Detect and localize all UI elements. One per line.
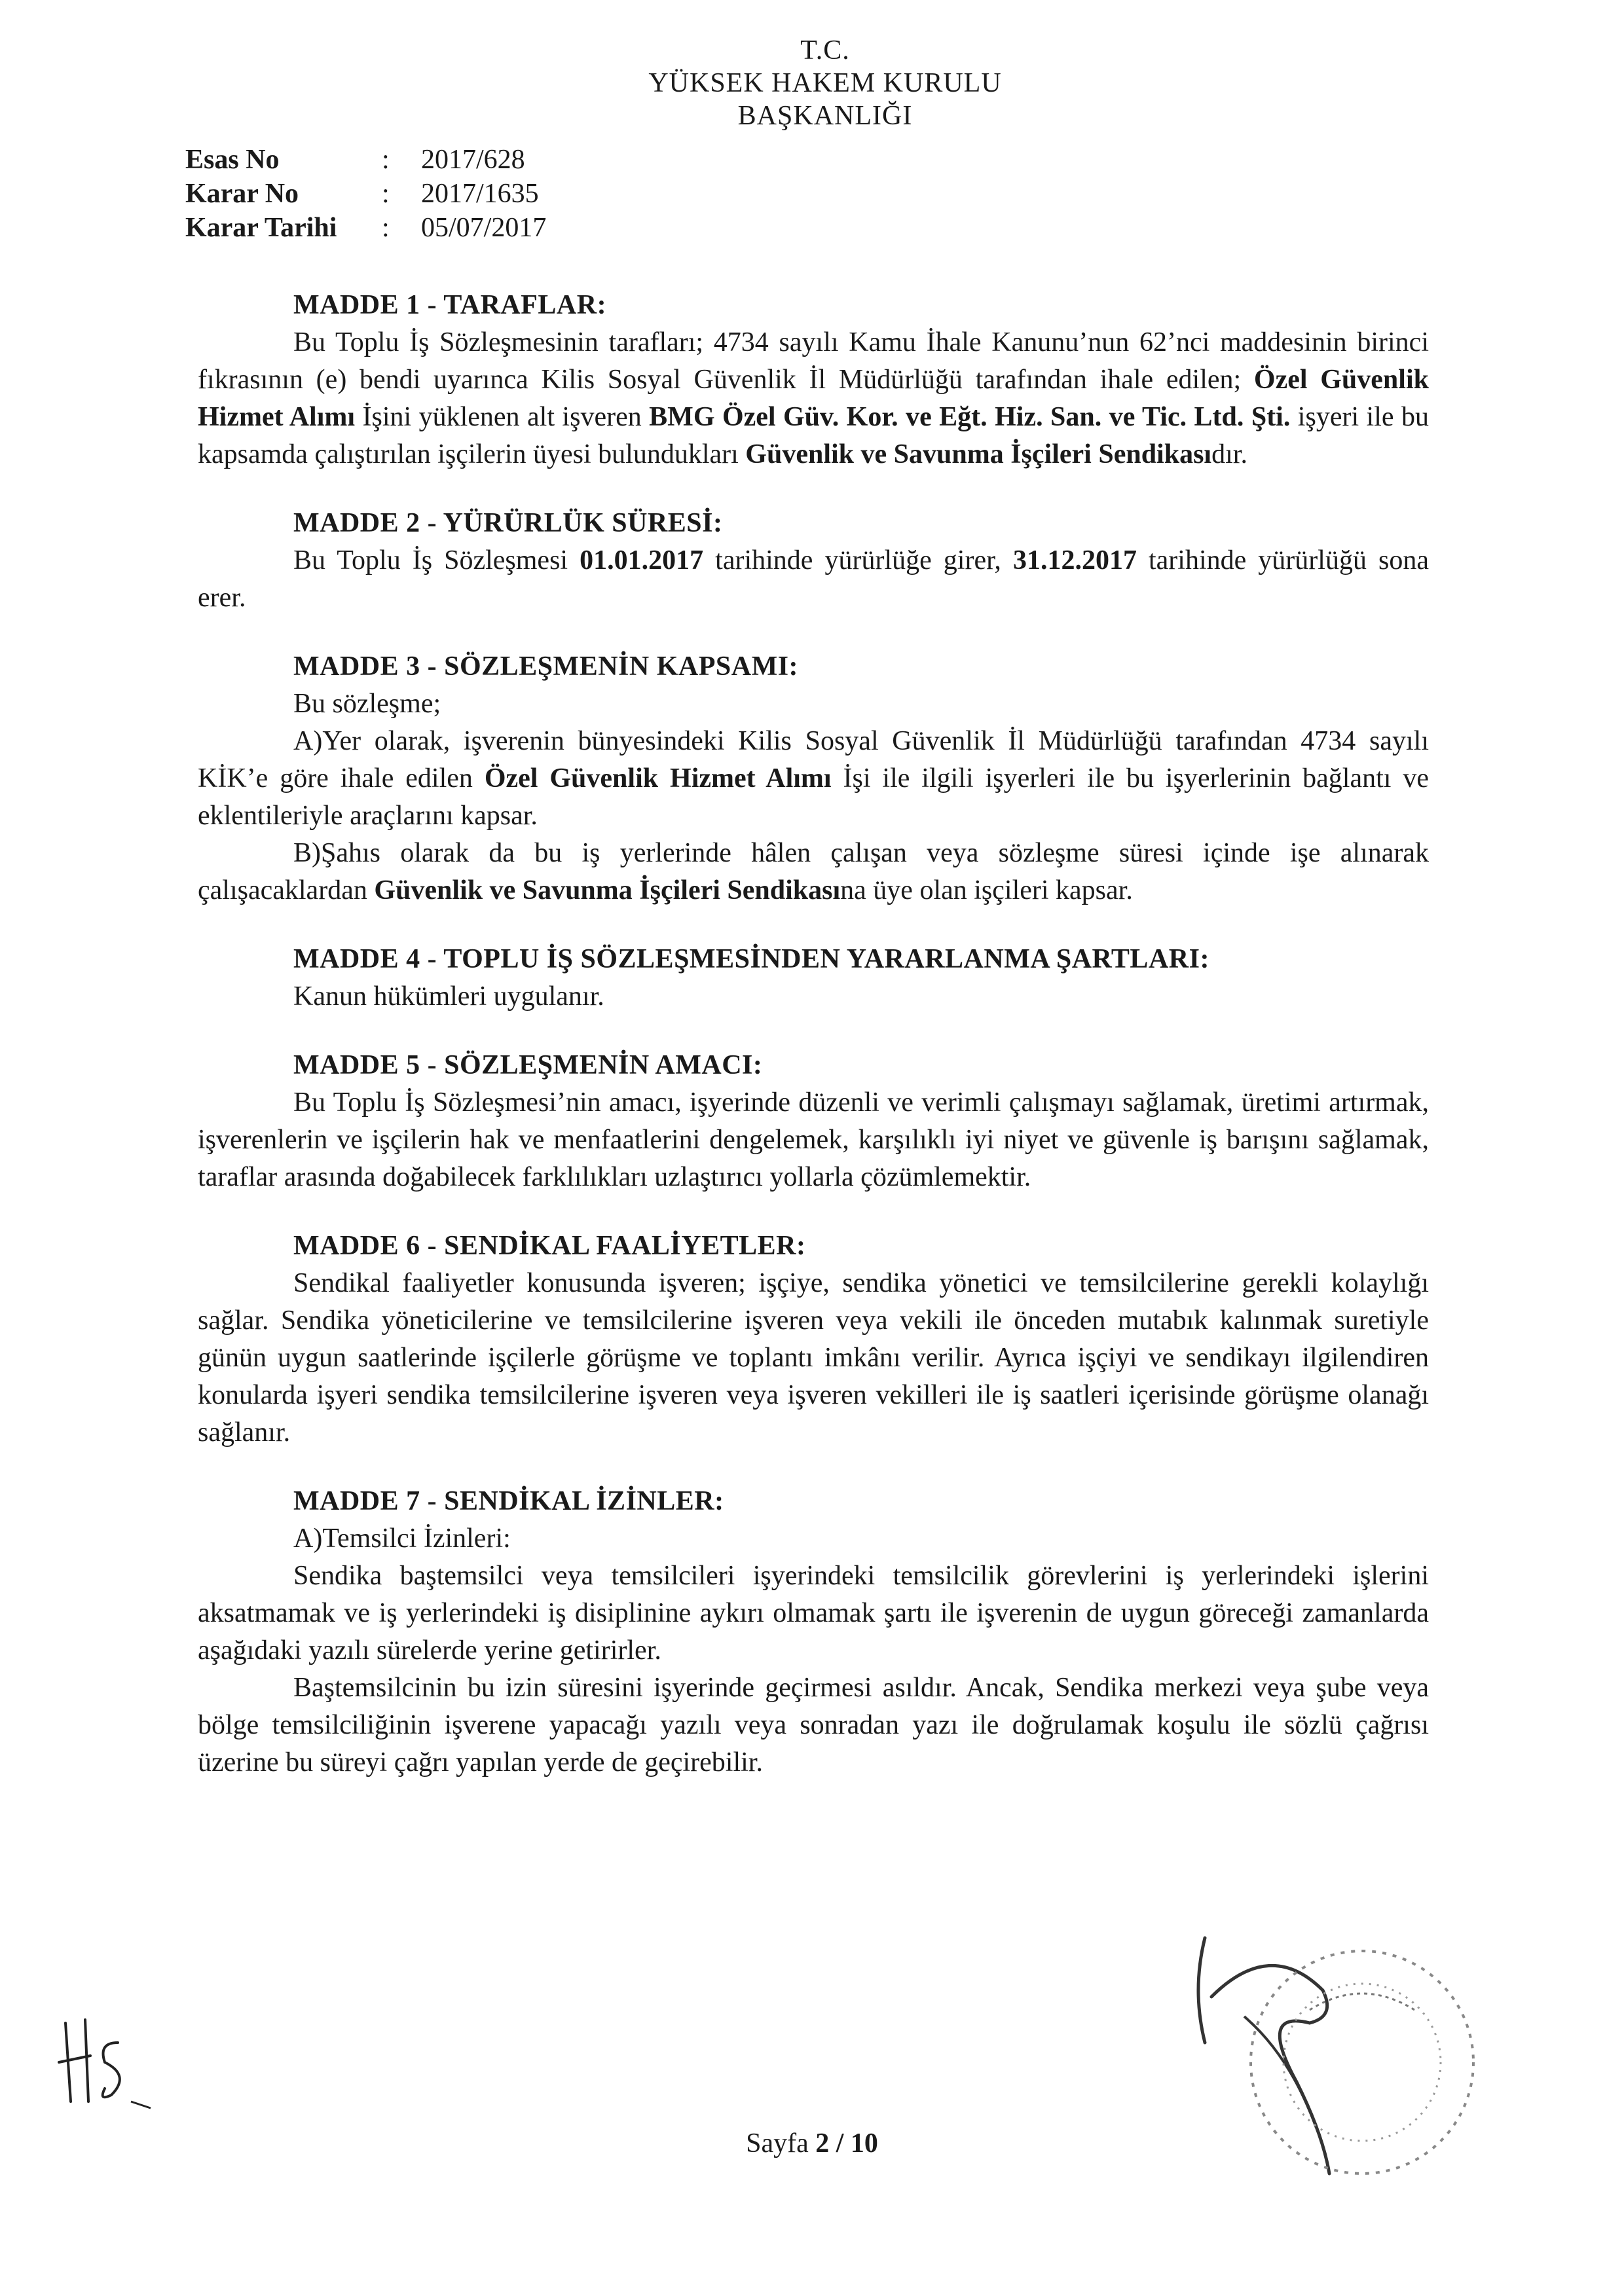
bold-run: BMG Özel Güv. Kor. ve Eğt. Hiz. San. ve Tic. Ltd. Şti. [649, 402, 1291, 432]
text-run: İşini yüklenen alt işveren [355, 402, 650, 432]
document-body [198, 287, 1429, 1813]
article-paragraph [198, 835, 1429, 909]
text-run: dır. [1211, 439, 1247, 469]
meta-separator: : [382, 145, 390, 175]
case-metadata [185, 143, 546, 245]
meta-value: 05/07/2017 [421, 213, 547, 243]
meta-value: 2017/628 [421, 145, 525, 175]
text-run: işyeri ile bu kapsamda çalıştırılan işçilerin üyesi bulundukları [198, 402, 1429, 469]
meta-label: Esas No [185, 145, 280, 175]
page-footer [0, 2126, 1624, 2160]
page-divider: / [829, 2128, 851, 2159]
meta-row-karar [185, 177, 546, 211]
article-intro: Bu sözleşme; [293, 689, 441, 719]
footer-prefix: Sayfa [746, 2128, 816, 2159]
meta-row-tarih [185, 211, 546, 245]
article-title: MADDE 6 - SENDİKAL FAALİYETLER: [293, 1231, 806, 1261]
article-paragraph: Bu Toplu İş Sözleşmesi’nin amacı, işyerinde düzenli ve verimli çalışmayı sağlamak, üretimi artırmak, işverenlerin ve işçilerin hak ve menfaatlerini dengelemek, karşılıklı iyi niyet ve güvenle iş barışını sağlamak, taraflar arasında doğabilecek farklılıkları uzlaştırıcı yollarla çözümlemektir. [198, 1087, 1429, 1192]
bold-run: Özel Güvenlik Hizmet Alımı [484, 763, 832, 793]
text-run: B)Şahıs olarak da bu iş yerlerinde hâlen çalışan veya sözleşme süresi içinde işe alınarak çalışacaklardan [198, 838, 1429, 905]
bold-run: Özel Güvenlik Hizmet Alımı [198, 365, 1429, 432]
text-run: Bu Toplu İş Sözleşmesinin tarafları; 4734 sayılı Kamu İhale Kanunu’nun 62’nci maddesinin birinci fıkrasının (e) bendi uyarınca Kilis Sosyal Güvenlik İl Müdürlüğü tarafından ihale edilen; [198, 327, 1429, 395]
meta-row-esas [185, 143, 546, 177]
article-2 [198, 505, 1429, 617]
header-institution: YÜKSEK HAKEM KURULU [648, 68, 1002, 98]
article-title: MADDE 1 - TARAFLAR: [293, 290, 607, 320]
text-run: A)Yer olarak, işverenin bünyesindeki Kilis Sosyal Güvenlik İl Müdürlüğü tarafından 4734 sayılı KİK’e göre ihale edilen [198, 726, 1429, 793]
text-run: tarihinde yürürlüğe girer, [703, 545, 1013, 575]
text-run: tarihinde yürürlüğü sona erer. [198, 545, 1429, 613]
article-title: MADDE 3 - SÖZLEŞMENİN KAPSAMI: [293, 651, 799, 682]
header-country: T.C. [800, 35, 850, 65]
article-1 [198, 287, 1429, 473]
article-7 [198, 1483, 1429, 1781]
meta-value: 2017/1635 [421, 179, 539, 209]
header-office: BAŞKANLIĞI [737, 101, 913, 131]
bold-run: 01.01.2017 [580, 545, 704, 575]
article-paragraph [198, 723, 1429, 835]
article-paragraph: Sendika baştemsilci veya temsilcileri işyerindeki temsilcilik görevlerini iş yerlerindeki işlerini aksatmamak ve iş yerlerindeki iş disiplinine aykırı olmamak şartı ile işverenin de uygun göreceği zamanlarda aşağıdaki yazılı sürelerde yerine getirirler. [198, 1561, 1429, 1666]
article-title: MADDE 4 - TOPLU İŞ SÖZLEŞMESİNDEN YARARLANMA ŞARTLARI: [293, 944, 1209, 974]
article-paragraph: Sendikal faaliyetler konusunda işveren; işçiye, sendika yönetici ve temsilcilerine gerekli kolaylığı sağlar. Sendika yöneticilerine ve temsilcilerine işveren veya vekili ile önceden mutabık kalınmak suretiyle günün uygun saatlerinde işçilerle görüşme ve toplantı imkânı verilir. Ayrıca işçiyi ve sendikayı ilgilendiren konularda işyeri sendika temsilcilerine işveren veya işveren vekilleri ile iş saatleri içerisinde görüşme olanağı sağlanır. [198, 1268, 1429, 1448]
meta-label: Karar No [185, 179, 299, 209]
current-page-number: 2 [815, 2128, 830, 2159]
meta-separator: : [382, 213, 390, 243]
article-3 [198, 648, 1429, 909]
article-title: MADDE 5 - SÖZLEŞMENİN AMACI: [293, 1050, 763, 1080]
meta-separator: : [382, 179, 390, 209]
article-6 [198, 1228, 1429, 1451]
article-paragraph [198, 324, 1429, 473]
article-title: MADDE 2 - YÜRÜRLÜK SÜRESİ: [293, 508, 723, 538]
article-title: MADDE 7 - SENDİKAL İZİNLER: [293, 1486, 724, 1516]
bold-run: Güvenlik ve Savunma İşçileri Sendikası [374, 875, 841, 905]
meta-label: Karar Tarihi [185, 213, 337, 243]
handwritten-initials-icon [39, 2003, 170, 2121]
article-subheading: A)Temsilci İzinleri: [293, 1523, 511, 1554]
text-run: İşi ile ilgili işyerleri ile bu işyerlerinin bağlantı ve eklentileriyle araçlarını kapsar. [198, 763, 1429, 831]
article-paragraph: Baştemsilcinin bu izin süresini işyerinde geçirmesi asıldır. Ancak, Sendika merkezi veya şube veya bölge temsilciliğinin işverene yapacağı yazılı veya sonradan yazı ile doğrulamak koşulu ile sözlü çağrısı üzerine bu süreyi çağrı yapılan yerde de geçirebilir. [198, 1673, 1429, 1777]
bold-run: 31.12.2017 [1012, 545, 1137, 575]
bold-run: Güvenlik ve Savunma İşçileri Sendikası [745, 439, 1212, 469]
document-header [0, 34, 1624, 132]
text-run: na üye olan işçileri kapsar. [840, 875, 1133, 905]
article-paragraph: Kanun hükümleri uygulanır. [293, 981, 604, 1011]
text-run: Bu Toplu İş Sözleşmesi [293, 545, 580, 575]
total-pages: 10 [850, 2128, 878, 2159]
article-4 [198, 941, 1429, 1015]
article-5 [198, 1047, 1429, 1196]
article-paragraph [198, 542, 1429, 617]
